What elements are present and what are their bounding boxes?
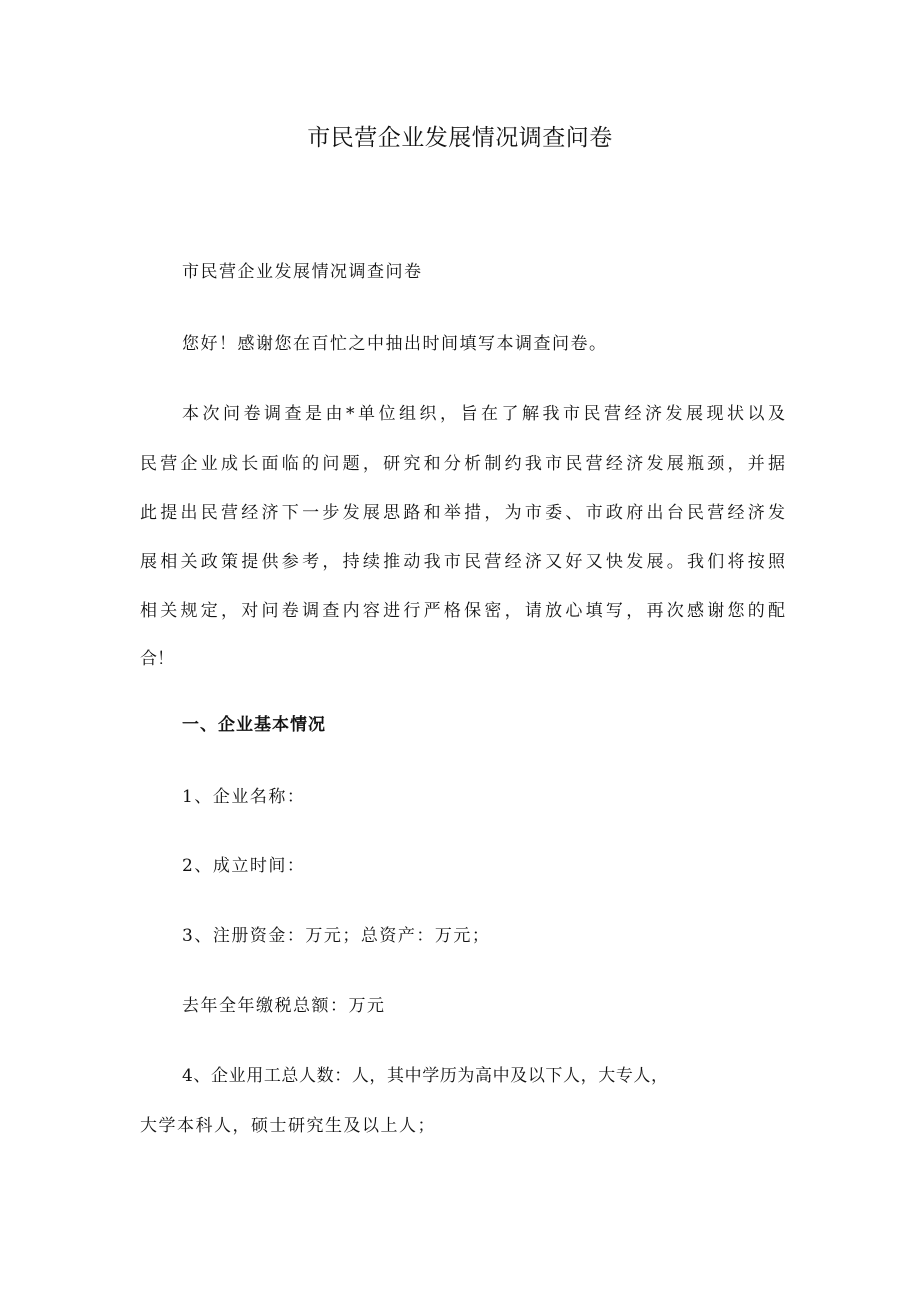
intro-line-1: 本次问卷调查是由*单位组织，旨在了解我市民营经济发展现状以及 [182,404,785,424]
intro-line-5: 相关规定，对问卷调查内容进行严格保密，请放心填写，再次感谢您的配 [140,601,785,621]
subtitle: 市民营企业发展情况调查问卷 [182,262,423,282]
document-title: 市民营企业发展情况调查问卷 [307,125,613,151]
intro-line-4: 展相关政策提供参考，持续推动我市民营经济又好又快发展。我们将按照 [140,552,785,572]
intro-line-6: 合！ [140,649,174,669]
question-company-name: 1、企业名称： [182,787,306,807]
intro-line-2: 民营企业成长面临的问题，研究和分析制约我市民营经济发展瓶颈，并据 [140,454,785,474]
question-employees-line-2: 大学本科人，硕士研究生及以上人； [140,1116,436,1136]
question-employees-line-1: 4、企业用工总人数：人，其中学历为高中及以下人，大专人， [182,1066,669,1086]
question-registered-capital: 3、注册资金：万元；总资产：万元； [182,926,491,946]
greeting: 您好！感谢您在百忙之中抽出时间填写本调查问卷。 [182,334,608,354]
question-annual-tax: 去年全年缴税总额：万元 [182,996,386,1016]
section-heading-basic-info: 一、企业基本情况 [182,715,326,735]
intro-line-3: 此提出民营经济下一步发展思路和举措，为市委、市政府出台民营经济发 [140,503,785,523]
question-founding-date: 2、成立时间： [182,856,306,876]
